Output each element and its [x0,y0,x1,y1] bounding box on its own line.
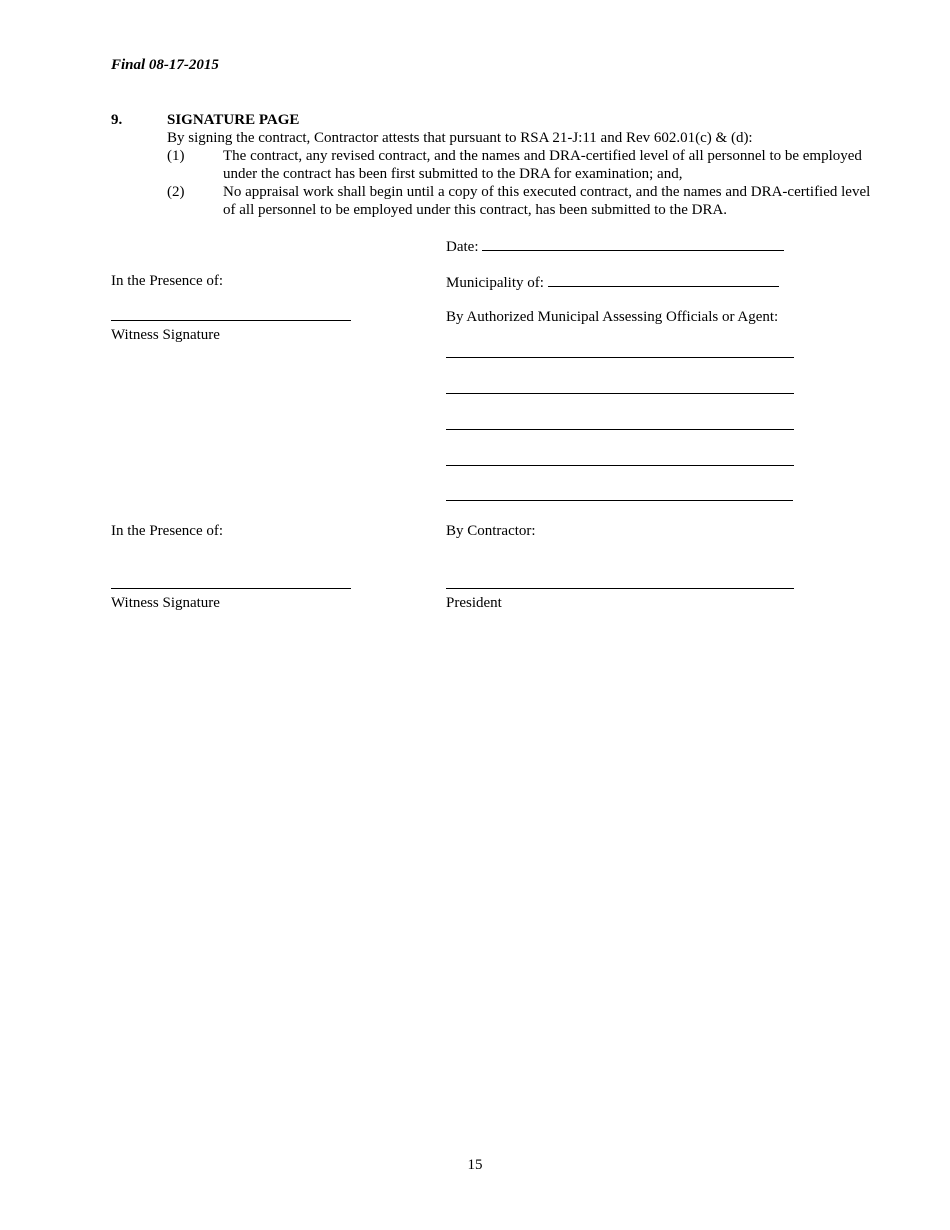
item-text-2: No appraisal work shall begin until a copy of this executed contract, and the names and DRA-certified level of all personnel to be employed under this contract, has been submitted to the DRA. [223,184,871,218]
section-number: 9. [111,112,123,128]
section-title: SIGNATURE PAGE [167,112,300,128]
official-signature-line-1 [446,357,794,358]
witness-label-contractor: Witness Signature [111,595,220,611]
witness-label-municipal: Witness Signature [111,327,220,343]
by-contractor-label: By Contractor: [446,523,536,539]
official-signature-line-2 [446,393,794,394]
item-marker-1: (1) [167,148,185,164]
president-signature-line [446,588,794,589]
presence-label-municipal: In the Presence of: [111,273,224,289]
official-signature-line-4 [446,465,794,466]
date-blank-line [482,236,784,251]
municipality-label: Municipality of: [446,275,544,291]
page-number: 15 [467,1157,483,1173]
date-label: Date: [446,239,479,255]
municipality-field [446,272,779,292]
municipality-blank-line [548,272,779,287]
item-marker-2: (2) [167,184,185,200]
witness-signature-line-municipal [111,320,351,321]
presence-label-contractor: In the Presence of: [111,523,224,539]
item-text-1: The contract, any revised contract, and the names and DRA-certified level of all personnel to be employed under the contract has been first submitted to the DRA for examination; and, [223,148,862,182]
section-intro: By signing the contract, Contractor attests that pursuant to RSA 21-J:11 and Rev 602.01(c) & (d): [167,130,753,146]
official-signature-line-3 [446,429,794,430]
witness-signature-line-contractor [111,588,351,589]
date-field [446,236,784,256]
president-label: President [446,595,502,611]
official-signature-line-5 [446,500,793,501]
document-version-tag: Final 08-17-2015 [111,57,219,73]
officials-label: By Authorized Municipal Assessing Officials or Agent: [446,309,779,325]
